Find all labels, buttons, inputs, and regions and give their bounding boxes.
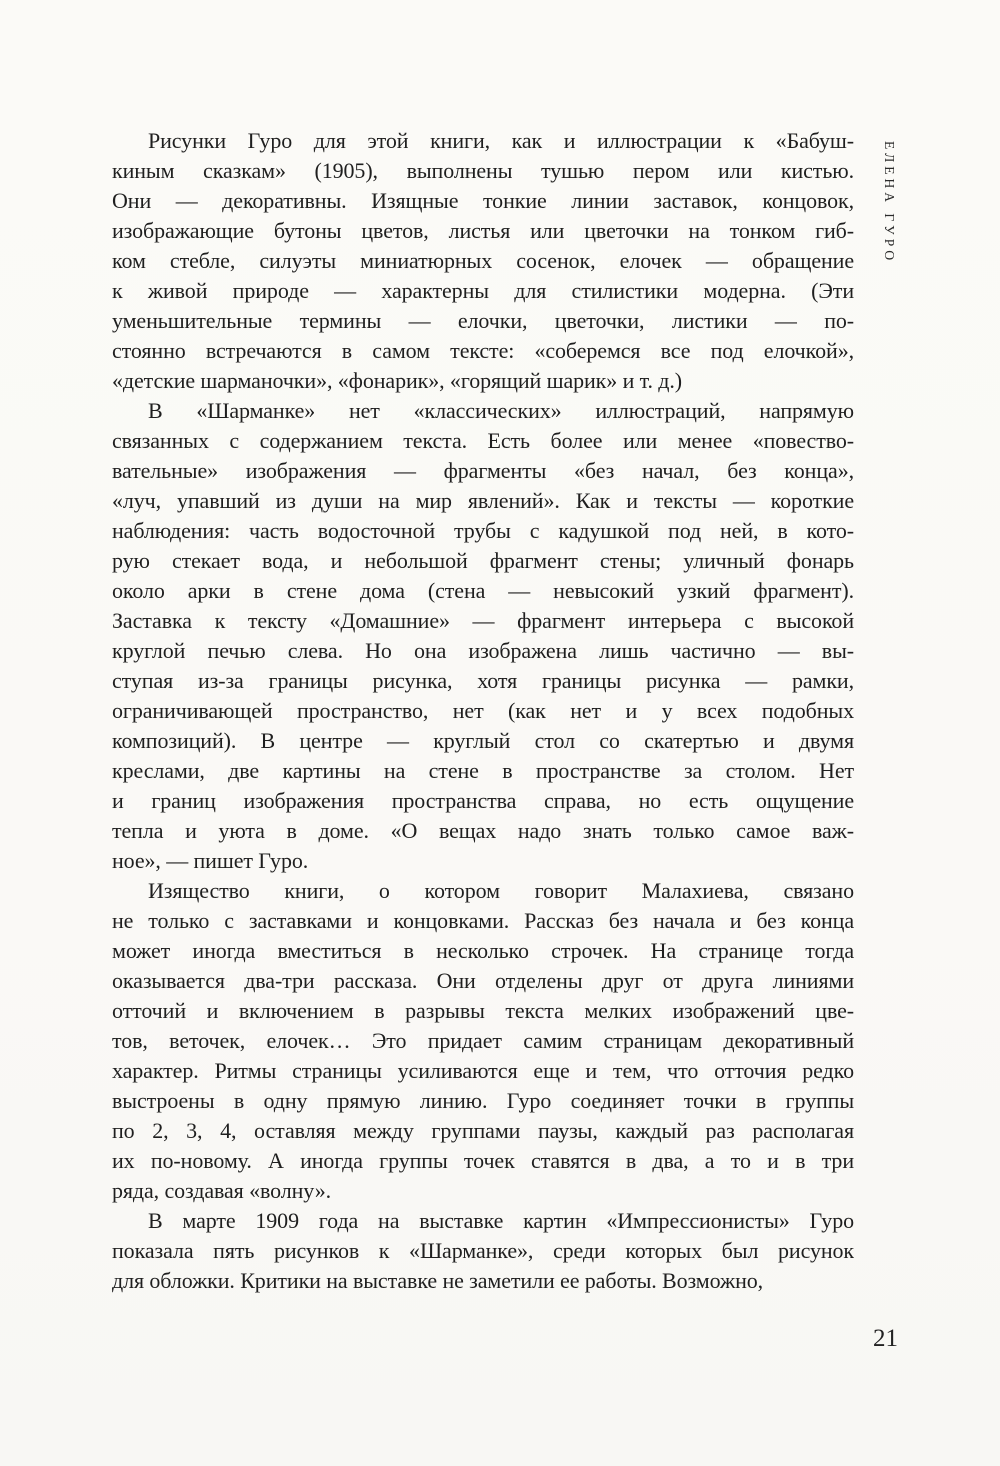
text-line: изображающие бутоны цветов, листья или цветочки на тонком гиб- [112, 218, 854, 243]
text-line: и границ изображения пространства справа, но есть ощущение [112, 788, 854, 813]
text-line: вательные» изображения — фрагменты «без начал, без конца», [112, 458, 854, 483]
text-line: ряда, создавая «волну». [112, 1178, 332, 1203]
text-line: оказывается два-три рассказа. Они отделены друг от друга линиями [112, 968, 854, 993]
text-line: стоянно встречаются в самом тексте: «соберемся все под елочкой», [112, 338, 854, 363]
paragraph [112, 396, 854, 876]
text-line: их по-новому. А иногда группы точек ставятся в два, а то и в три [112, 1148, 854, 1173]
text-line: не только с заставками и концовками. Рассказ без начала и без конца [112, 908, 854, 933]
text-line: Заставка к тексту «Домашние» — фрагмент интерьера с высокой [112, 608, 854, 633]
text-line: тепла и уюта в доме. «О вещах надо знать только самое важ- [112, 818, 854, 843]
page-number: 21 [873, 1325, 898, 1352]
text-line: киным сказкам» (1905), выполнены тушью пером или кистью. [112, 158, 854, 183]
text-line: к живой природе — характерны для стилистики модерна. (Эти [112, 278, 854, 303]
text-line: по 2, 3, 4, оставляя между группами паузы, каждый раз располагая [112, 1118, 854, 1143]
text-line: ступая из-за границы рисунка, хотя границы рисунка — рамки, [112, 668, 854, 693]
paragraph [112, 126, 854, 396]
running-head: ЕЛЕНА ГУРО [882, 141, 897, 265]
body-text [112, 126, 854, 1296]
text-line: Рисунки Гуро для этой книги, как и иллюстрации к «Бабуш- [148, 128, 854, 153]
text-line: В марте 1909 года на выставке картин «Импрессионисты» Гуро [148, 1208, 854, 1233]
text-line: может иногда вместиться в несколько строчек. На странице тогда [112, 938, 854, 963]
text-line: креслами, две картины на стене в пространстве за столом. Нет [112, 758, 854, 783]
text-line: около арки в стене дома (стена — невысокий узкий фрагмент). [112, 578, 854, 603]
paragraph [112, 876, 854, 1206]
text-line: характер. Ритмы страницы усиливаются еще и тем, что отточия редко [112, 1058, 854, 1083]
text-line: В «Шарманке» нет «классических» иллюстраций, напрямую [148, 398, 854, 423]
text-line: рую стекает вода, и небольшой фрагмент стены; уличный фонарь [112, 548, 854, 573]
text-line: «луч, упавший из души на мир явлений». Как и тексты — короткие [112, 488, 854, 513]
text-line: отточий и включением в разрывы текста мелких изображений цве- [112, 998, 854, 1023]
text-line: для обложки. Критики на выставке не заметили ее работы. Возможно, [112, 1268, 764, 1293]
text-line: Они — декоративны. Изящные тонкие линии заставок, концовок, [112, 188, 854, 213]
text-line: уменьшительные термины — елочки, цветочки, листики — по- [112, 308, 854, 333]
text-line: выстроены в одну прямую линию. Гуро соединяет точки в группы [112, 1088, 854, 1113]
paragraph [112, 1206, 854, 1296]
text-line: композиций). В центре — круглый стол со скатертью и двумя [112, 728, 854, 753]
text-line: тов, веточек, елочек… Это придает самим страницам декоративный [112, 1028, 854, 1053]
text-line: наблюдения: часть водосточной трубы с кадушкой под ней, в кото- [112, 518, 854, 543]
text-line: связанных с содержанием текста. Есть более или менее «повество- [112, 428, 854, 453]
text-line: показала пять рисунков к «Шарманке», среди которых был рисунок [112, 1238, 854, 1263]
text-line: Изящество книги, о котором говорит Малахиева, связано [148, 878, 854, 903]
text-line: ограничивающей пространство, нет (как нет и у всех подобных [112, 698, 854, 723]
text-line: «детские шарманочки», «фонарик», «горящий шарик» и т. д.) [112, 368, 683, 393]
text-line: ное», — пишет Гуро. [112, 848, 309, 873]
text-line: круглой печью слева. Но она изображена лишь частично — вы- [112, 638, 854, 663]
text-line: ком стебле, силуэты миниатюрных сосенок, елочек — обращение [112, 248, 854, 273]
